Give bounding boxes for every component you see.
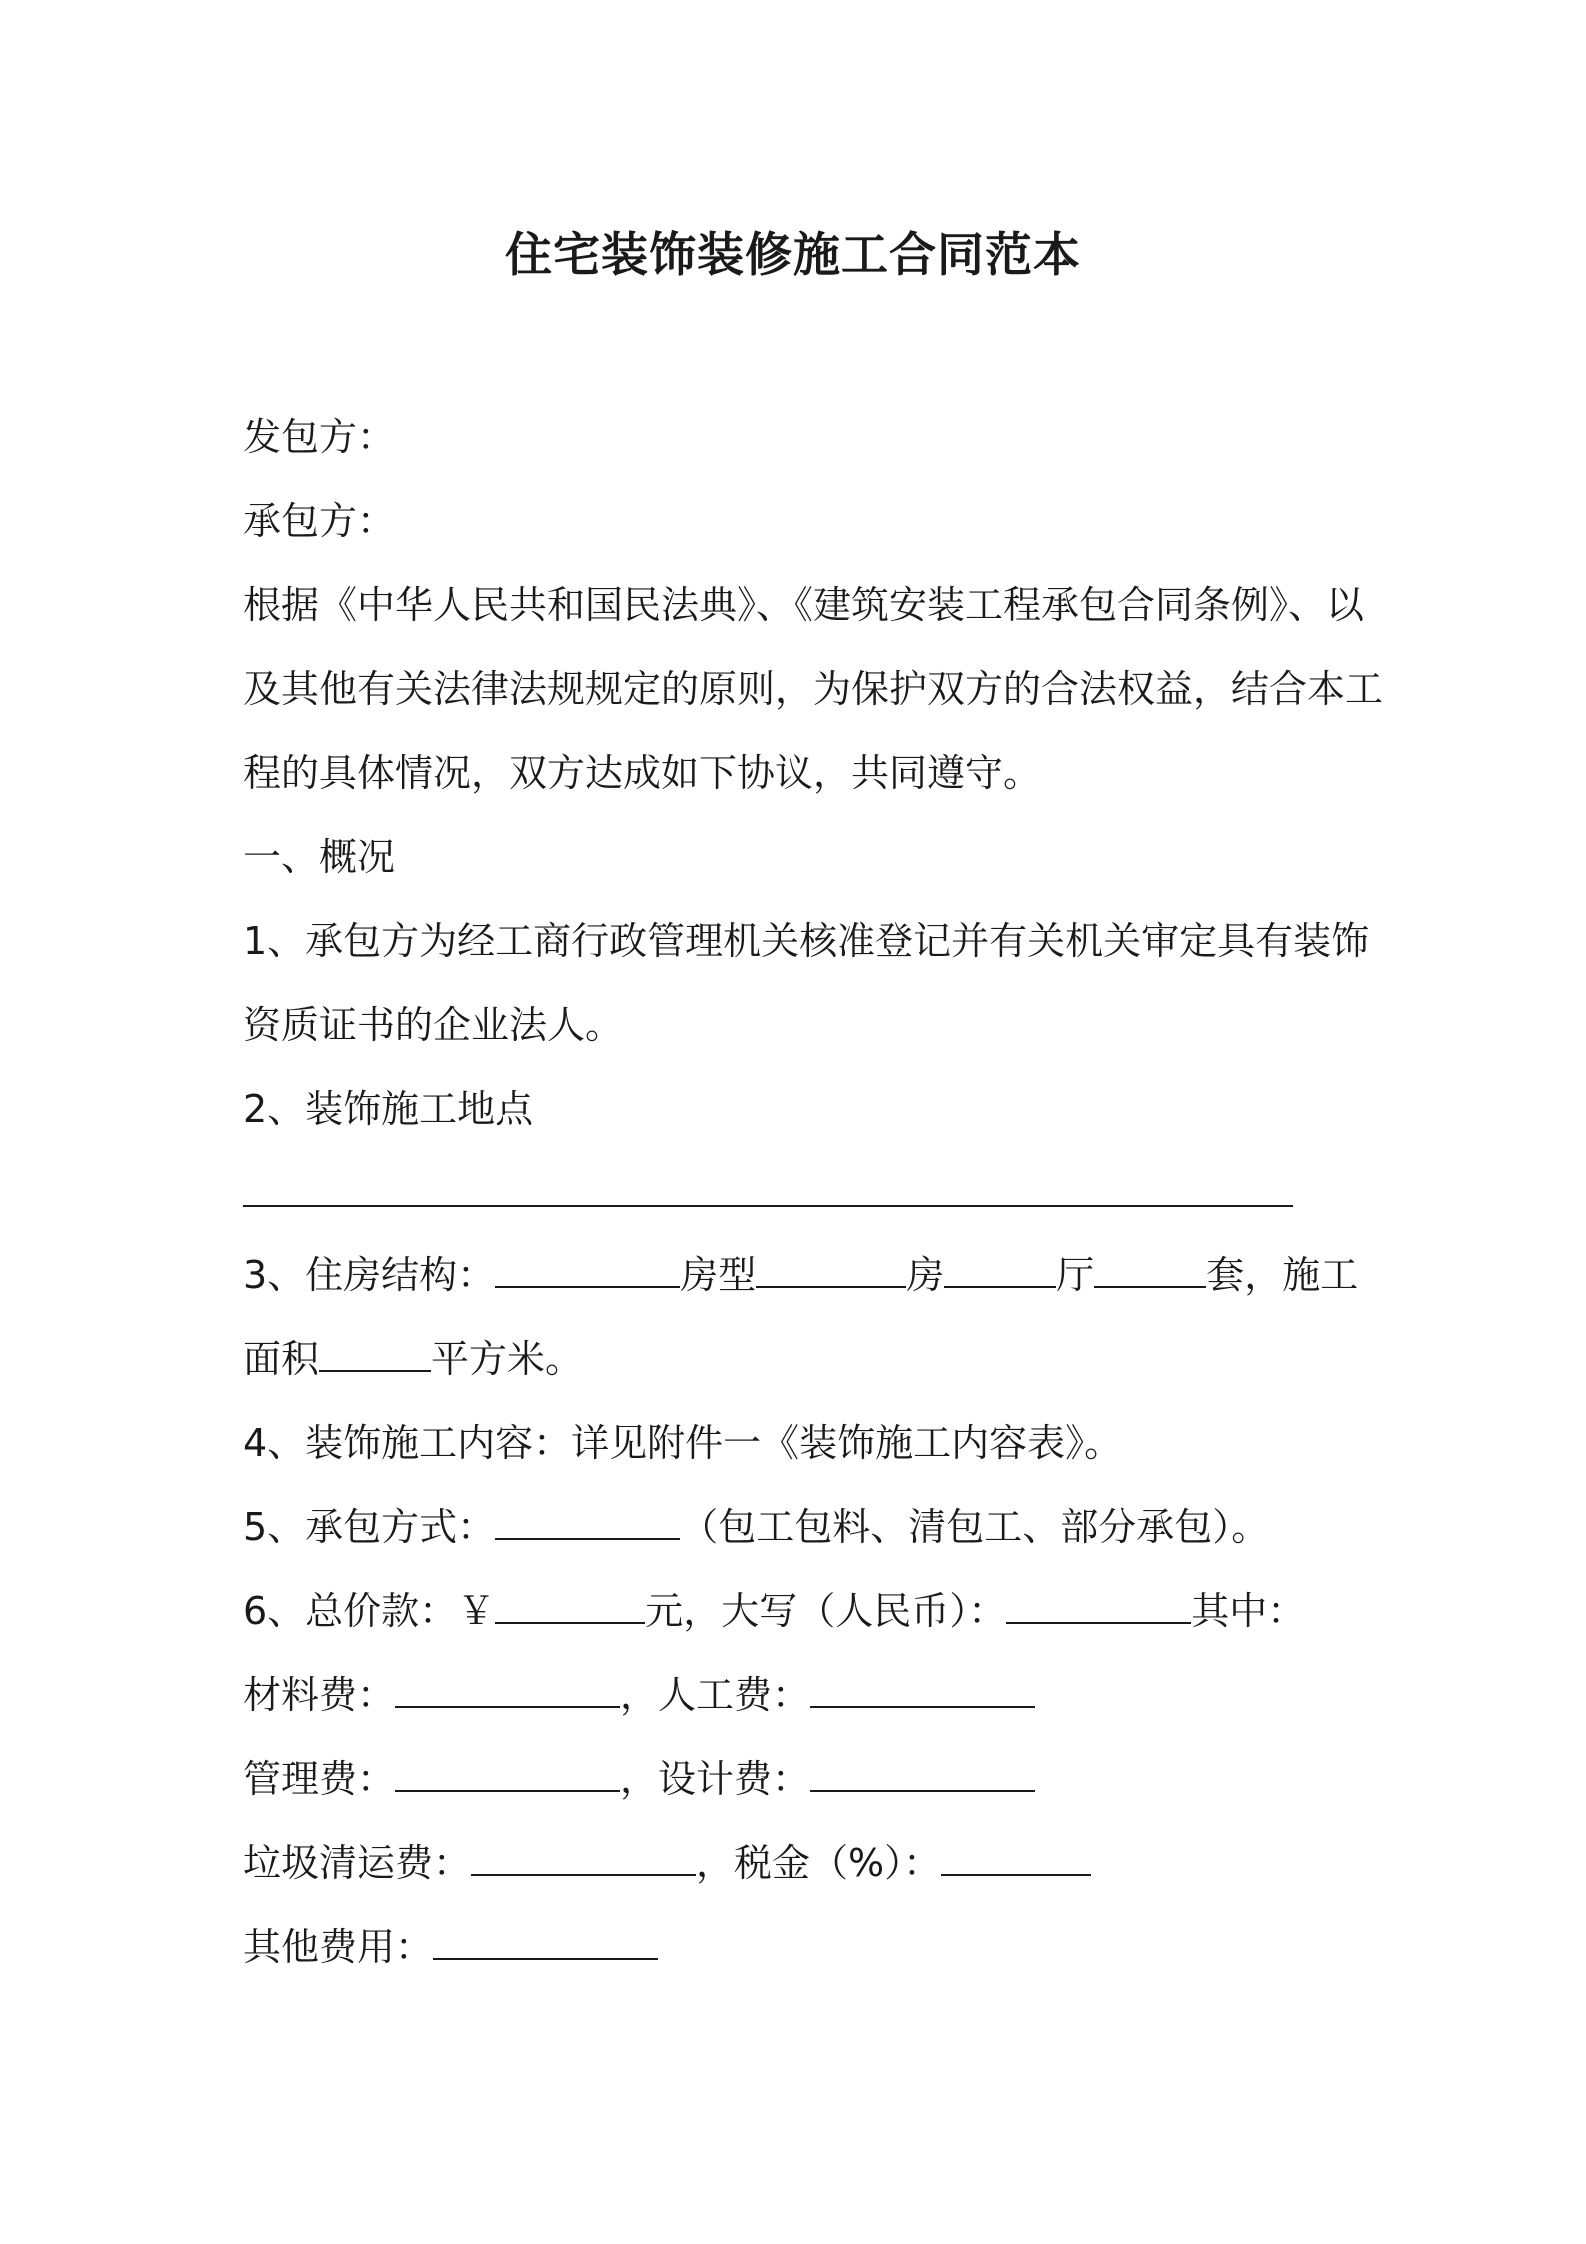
site-address-blank[interactable]: [243, 1205, 1293, 1207]
contract-mode-blank[interactable]: [495, 1502, 680, 1540]
fee-line-other: 其他费用：: [243, 1922, 1363, 1972]
fee-line-waste-tax: 垃圾清运费： ，税金（%）：: [243, 1838, 1363, 1888]
waste-fee-blank[interactable]: [471, 1838, 696, 1876]
section-heading-overview: 一、概况: [243, 835, 396, 879]
preamble-line-2: 及其他有关法律法规规定的原则，为保护双方的合法权益，结合本工: [243, 667, 1384, 711]
tax-blank[interactable]: [941, 1838, 1091, 1876]
item1-line-1: 1、承包方为经工商行政管理机关核准登记并有关机关审定具有装饰: [243, 919, 1370, 963]
fee-line-management-design: 管理费： ，设计费：: [243, 1754, 1363, 1804]
total-price-words-blank[interactable]: [1006, 1586, 1191, 1624]
rooms-blank[interactable]: [944, 1250, 1056, 1288]
halls-blank[interactable]: [1094, 1250, 1206, 1288]
item3-line-1: 3、住房结构： 房型 房 厅 套，施工: [243, 1250, 1363, 1300]
area-blank[interactable]: [319, 1334, 431, 1372]
material-fee-blank[interactable]: [395, 1670, 620, 1708]
item2-construction-site: 2、装饰施工地点: [243, 1087, 534, 1131]
party-b-line: 承包方：: [243, 499, 396, 543]
item4-content: 4、装饰施工内容：详见附件一《装饰施工内容表》。: [243, 1421, 1123, 1465]
item3-line-2: 面积 平方米。: [243, 1334, 1363, 1384]
room-type-blank[interactable]: [756, 1250, 906, 1288]
item1-line-2: 资质证书的企业法人。: [243, 1003, 624, 1047]
item6-total-price: 6、总价款：￥ 元，大写（人民币）： 其中：: [243, 1586, 1363, 1636]
preamble-line-3: 程的具体情况，双方达成如下协议，共同遵守。: [243, 751, 1042, 795]
structure-blank[interactable]: [495, 1250, 680, 1288]
preamble-line-1: 根据《中华人民共和国民法典》、《建筑安装工程承包合同条例》、以: [243, 583, 1365, 627]
fee-line-material-labor: 材料费： ，人工费：: [243, 1670, 1363, 1720]
management-fee-blank[interactable]: [395, 1754, 620, 1792]
party-a-line: 发包方：: [243, 415, 396, 459]
item5-contract-mode: 5、承包方式： （包工包料、清包工、部分承包）。: [243, 1502, 1363, 1552]
labor-fee-blank[interactable]: [810, 1670, 1035, 1708]
design-fee-blank[interactable]: [810, 1754, 1035, 1792]
total-price-blank[interactable]: [495, 1586, 645, 1624]
other-fee-blank[interactable]: [433, 1922, 658, 1960]
document-title: 住宅装饰装修施工合同范本: [505, 228, 1081, 283]
